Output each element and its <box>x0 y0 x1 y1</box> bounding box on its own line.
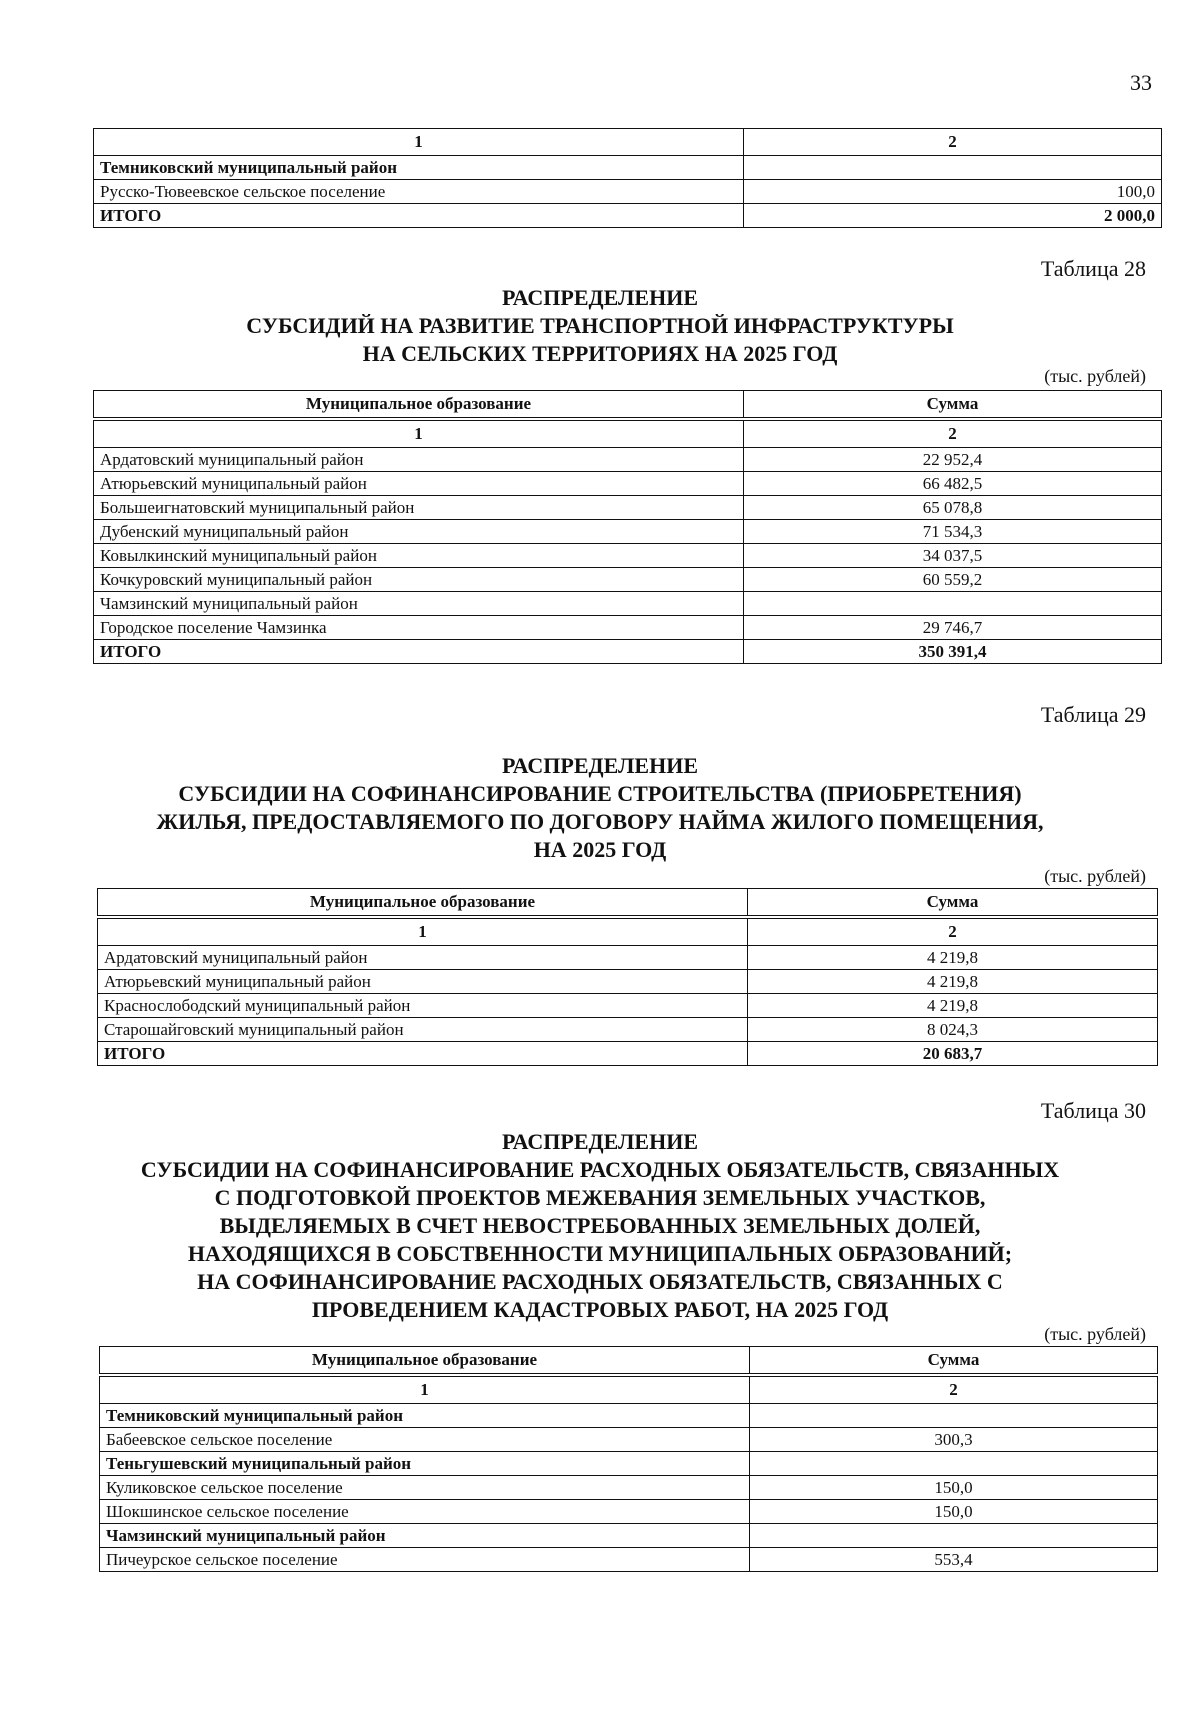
header-sum: Сумма <box>748 889 1158 916</box>
table-28 <box>93 390 1162 664</box>
sum-cell <box>750 1452 1158 1476</box>
sum-cell: 20 683,7 <box>748 1042 1158 1066</box>
column-number-2: 2 <box>750 1377 1158 1404</box>
title-line: РАСПРЕДЕЛЕНИЕ <box>501 753 698 778</box>
table-row <box>94 544 1162 568</box>
column-number-row <box>100 1377 1158 1404</box>
table-row <box>100 1524 1158 1548</box>
municipality-cell: Темниковский муниципальный район <box>94 156 744 180</box>
table-30 <box>99 1346 1158 1572</box>
municipality-cell: Пичеурское сельское поселение <box>100 1548 750 1572</box>
table-29 <box>97 888 1158 1066</box>
table-row <box>94 156 1162 180</box>
table-row <box>100 1548 1158 1572</box>
sum-cell: 4 219,8 <box>748 994 1158 1018</box>
table-row <box>94 568 1162 592</box>
municipality-cell: Старошайговский муниципальный район <box>98 1018 748 1042</box>
sum-cell: 71 534,3 <box>744 520 1162 544</box>
table-29-caption: Таблица 29 <box>1040 702 1146 727</box>
municipality-cell: Куликовское сельское поселение <box>100 1476 750 1500</box>
title-line: ВЫДЕЛЯЕМЫХ В СЧЕТ НЕВОСТРЕБОВАННЫХ ЗЕМЕЛЬНЫХ ДОЛЕЙ, <box>219 1213 981 1238</box>
table-30-units: (тыс. рублей) <box>1044 1324 1146 1344</box>
municipality-cell: Шокшинское сельское поселение <box>100 1500 750 1524</box>
municipality-cell: Ардатовский муниципальный район <box>98 946 748 970</box>
table-row <box>100 1428 1158 1452</box>
table-row <box>98 1042 1158 1066</box>
sum-cell: 300,3 <box>750 1428 1158 1452</box>
column-number-1: 1 <box>94 129 744 156</box>
table-row <box>98 970 1158 994</box>
title-line: ПРОВЕДЕНИЕМ КАДАСТРОВЫХ РАБОТ, НА 2025 ГОД <box>311 1297 889 1322</box>
title-line: НА СЕЛЬСКИХ ТЕРРИТОРИЯХ НА 2025 ГОД <box>362 341 838 366</box>
title-line: НА СОФИНАНСИРОВАНИЕ РАСХОДНЫХ ОБЯЗАТЕЛЬСТВ, СВЯЗАННЫХ С <box>197 1269 1003 1294</box>
title-line: СУБСИДИЙ НА РАЗВИТИЕ ТРАНСПОРТНОЙ ИНФРАСТРУКТУРЫ <box>246 313 954 338</box>
table-row <box>94 448 1162 472</box>
municipality-cell: Дубенский муниципальный район <box>94 520 744 544</box>
title-line: ЖИЛЬЯ, ПРЕДОСТАВЛЯЕМОГО ПО ДОГОВОРУ НАЙМА ЖИЛОГО ПОМЕЩЕНИЯ, <box>156 809 1044 834</box>
table-row <box>94 640 1162 664</box>
municipality-cell: Русско-Тювеевское сельское поселение <box>94 180 744 204</box>
municipality-cell: Ардатовский муниципальный район <box>94 448 744 472</box>
title-line: СУБСИДИИ НА СОФИНАНСИРОВАНИЕ РАСХОДНЫХ ОБЯЗАТЕЛЬСТВ, СВЯЗАННЫХ <box>140 1157 1060 1182</box>
table-row <box>98 994 1158 1018</box>
municipality-cell: Ковылкинский муниципальный район <box>94 544 744 568</box>
table-row <box>100 1452 1158 1476</box>
table-row <box>100 1500 1158 1524</box>
sum-cell: 4 219,8 <box>748 946 1158 970</box>
page-number: 33 <box>1130 70 1152 95</box>
sum-cell: 34 037,5 <box>744 544 1162 568</box>
table-top-continuation <box>93 128 1162 228</box>
table-row <box>94 520 1162 544</box>
sum-cell: 4 219,8 <box>748 970 1158 994</box>
column-number-row <box>98 919 1158 946</box>
sum-cell: 553,4 <box>750 1548 1158 1572</box>
sum-cell <box>750 1404 1158 1428</box>
table-row <box>94 592 1162 616</box>
municipality-cell: Большеигнатовский муниципальный район <box>94 496 744 520</box>
column-number-2: 2 <box>744 129 1162 156</box>
sum-cell <box>744 592 1162 616</box>
table-28-caption: Таблица 28 <box>1040 256 1146 281</box>
municipality-cell: Атюрьевский муниципальный район <box>98 970 748 994</box>
municipality-cell: Кочкуровский муниципальный район <box>94 568 744 592</box>
column-number-row <box>94 421 1162 448</box>
column-number-2: 2 <box>748 919 1158 946</box>
sum-cell <box>744 156 1162 180</box>
header-row <box>100 1347 1158 1374</box>
sum-cell: 150,0 <box>750 1500 1158 1524</box>
header-row <box>94 391 1162 418</box>
table-row <box>98 946 1158 970</box>
header-sum: Сумма <box>750 1347 1158 1374</box>
table-row <box>94 472 1162 496</box>
title-line: НА 2025 ГОД <box>533 837 667 862</box>
municipality-cell: Краснослободский муниципальный район <box>98 994 748 1018</box>
table-28-units: (тыс. рублей) <box>1044 366 1146 386</box>
column-number-row <box>94 129 1162 156</box>
sum-cell: 100,0 <box>744 180 1162 204</box>
table-row <box>94 204 1162 228</box>
table-29-units: (тыс. рублей) <box>1044 866 1146 886</box>
header-municipality: Муниципальное образование <box>98 889 748 916</box>
title-line: СУБСИДИИ НА СОФИНАНСИРОВАНИЕ СТРОИТЕЛЬСТВА (ПРИОБРЕТЕНИЯ) <box>178 781 1022 806</box>
table-row <box>98 1018 1158 1042</box>
header-sum: Сумма <box>744 391 1162 418</box>
sum-cell: 350 391,4 <box>744 640 1162 664</box>
municipality-cell: Бабеевское сельское поселение <box>100 1428 750 1452</box>
title-line: С ПОДГОТОВКОЙ ПРОЕКТОВ МЕЖЕВАНИЯ ЗЕМЕЛЬНЫХ УЧАСТКОВ, <box>214 1185 986 1210</box>
table-row <box>100 1404 1158 1428</box>
table-30-title <box>80 1128 1120 1324</box>
table-row <box>94 496 1162 520</box>
title-line: РАСПРЕДЕЛЕНИЕ <box>501 285 698 310</box>
municipality-cell: Теньгушевский муниципальный район <box>100 1452 750 1476</box>
municipality-cell: ИТОГО <box>94 640 744 664</box>
column-number-1: 1 <box>94 421 744 448</box>
header-municipality: Муниципальное образование <box>94 391 744 418</box>
title-line: НАХОДЯЩИХСЯ В СОБСТВЕННОСТИ МУНИЦИПАЛЬНЫХ ОБРАЗОВАНИЙ; <box>187 1241 1013 1266</box>
table-28-title <box>80 284 1120 368</box>
sum-cell: 8 024,3 <box>748 1018 1158 1042</box>
table-row <box>100 1476 1158 1500</box>
sum-cell: 22 952,4 <box>744 448 1162 472</box>
municipality-cell: Чамзинский муниципальный район <box>100 1524 750 1548</box>
sum-cell: 66 482,5 <box>744 472 1162 496</box>
municipality-cell: Атюрьевский муниципальный район <box>94 472 744 496</box>
municipality-cell: ИТОГО <box>94 204 744 228</box>
sum-cell: 150,0 <box>750 1476 1158 1500</box>
title-line: РАСПРЕДЕЛЕНИЕ <box>501 1129 698 1154</box>
header-row <box>98 889 1158 916</box>
municipality-cell: Городское поселение Чамзинка <box>94 616 744 640</box>
table-29-title <box>80 752 1120 864</box>
sum-cell: 60 559,2 <box>744 568 1162 592</box>
column-number-2: 2 <box>744 421 1162 448</box>
municipality-cell: Темниковский муниципальный район <box>100 1404 750 1428</box>
municipality-cell: Чамзинский муниципальный район <box>94 592 744 616</box>
column-number-1: 1 <box>98 919 748 946</box>
sum-cell: 29 746,7 <box>744 616 1162 640</box>
table-row <box>94 180 1162 204</box>
municipality-cell: ИТОГО <box>98 1042 748 1066</box>
sum-cell: 2 000,0 <box>744 204 1162 228</box>
sum-cell: 65 078,8 <box>744 496 1162 520</box>
table-30-caption: Таблица 30 <box>1040 1098 1146 1123</box>
column-number-1: 1 <box>100 1377 750 1404</box>
table-row <box>94 616 1162 640</box>
sum-cell <box>750 1524 1158 1548</box>
header-municipality: Муниципальное образование <box>100 1347 750 1374</box>
